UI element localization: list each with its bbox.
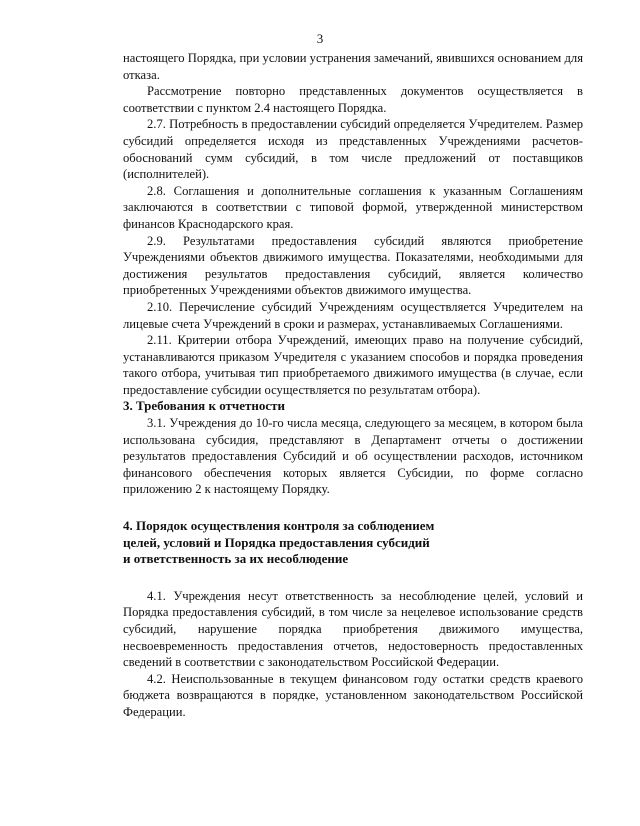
paragraph-4-2: 4.2. Неиспользованные в текущем финансовом году остатки средств краевого бюджета возвращаются в порядке, установленном законодательством Российской Федерации. — [123, 671, 583, 719]
paragraph-2-10: 2.10. Перечисление субсидий Учреждениям осуществляется Учредителем на лицевые счета Учреждений в сроки и размерах, устанавливаемых Соглашениями. — [123, 299, 583, 331]
section-heading-4-line: 4. Порядок осуществления контроля за соблюдением — [123, 518, 435, 534]
paragraph-3-1: 3.1. Учреждения до 10-го числа месяца, следующего за месяцем, в котором была использована субсидия, представляют в Департамент отчеты о достижении результатов предоставления Субсидий и об осуществлении расходов, источником финансового обеспечения которых является Субсидии, по форме согласно приложению 2 к настоящему Порядку. — [123, 416, 583, 497]
paragraph: Рассмотрение повторно представленных документов осуществляется в соответствии с пунктом 2.4 настоящего Порядка. — [123, 84, 583, 115]
page-number: 3 — [316, 31, 324, 46]
paragraph-2-8: 2.8. Соглашения и дополнительные соглашения к указанным Соглашениям заключаются в соответствии с типовой формой, утвержденной министерством финансов Краснодарского края. — [123, 183, 583, 231]
section-heading-4 — [123, 518, 583, 568]
section-heading-3: 3. Требования к отчетности — [123, 398, 286, 414]
paragraph-2-11: 2.11. Критерии отбора Учреждений, имеющих право на получение субсидий, устанавливаются приказом Учредителя с указанием способов и порядка проведения такого отбора, учитывая тип приобретаемого движимого имущества (в случае, если предоставление субсидии осуществляется по результатам отбора). — [123, 333, 583, 397]
paragraph-2-7: 2.7. Потребность в предоставлении субсидий определяется Учредителем. Размер субсидий определяется исходя из представленных Учреждениями расчетов-обоснований сумм субсидий, в том числе предложений от поставщиков (исполнителей). — [123, 117, 583, 182]
document-body — [123, 50, 583, 721]
paragraph: настоящего Порядка, при условии устранения замечаний, явившихся основанием для отказа. — [123, 51, 583, 82]
paragraph-4-1: 4.1. Учреждения несут ответственность за несоблюдение целей, условий и Порядка предоставления субсидий, в том числе за нецелевое использование средств субсидий, нарушение порядка приобретения движимого имущества, несвоевременность предоставления отчетов, недостоверность предоставленных сведений в соответствии с законодательством Российской Федерации. — [123, 588, 583, 670]
section-heading-4-line: целей, условий и Порядка предоставления субсидий — [123, 534, 430, 550]
section-heading-4-line: и ответственность за их несоблюдение — [123, 551, 349, 567]
paragraph-2-9: 2.9. Результатами предоставления субсидий являются приобретение Учреждениями объектов движимого имущества. Показателями, необходимыми для достижения результатов предоставления субсидий, является количество приобретенных Учреждениями объектов движимого имущества. — [123, 233, 583, 298]
